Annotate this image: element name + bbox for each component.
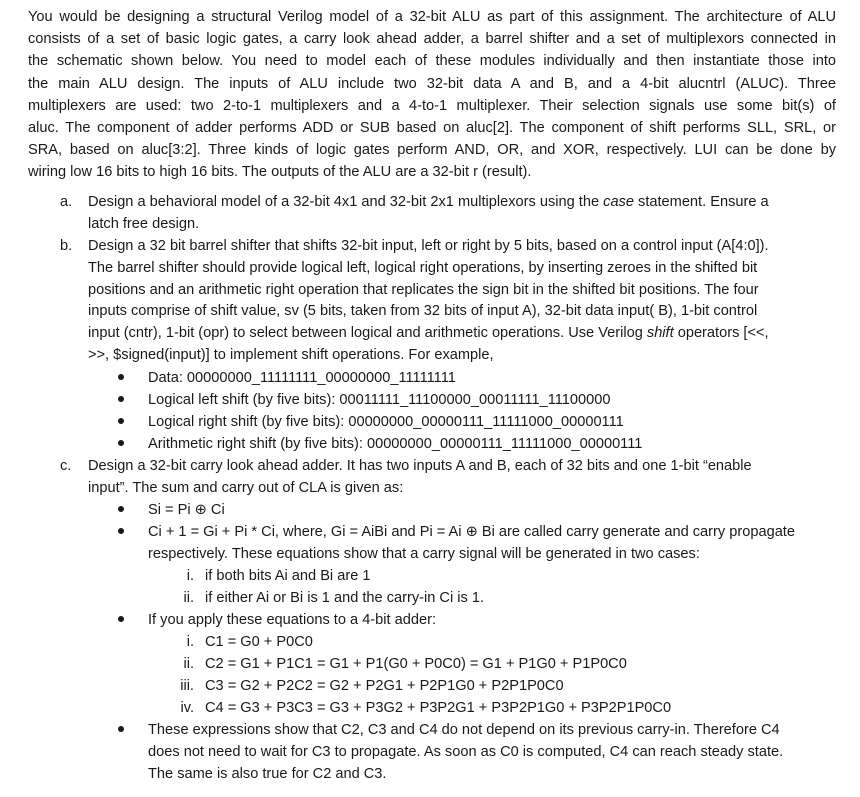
bullet-icon — [118, 726, 124, 732]
intro-line: wiring low 16 bits to high 16 bits. The outputs of the ALU are a 32-bit r (result). — [28, 164, 532, 181]
case-keyword: case — [603, 194, 634, 210]
intro-line: multiplexers are used: two 2-to-1 multiplexers and a 4-to-1 multiplexer. Their selection signals use some bit(s) of — [28, 97, 836, 114]
cla-conclusion-text: These expressions show that C2, C3 and C4 do not depend on its previous carry-in. Therefore C4 does not need to wait for C3 to propagate. As soon as C0 is computed, C4 can reach steady state. The same is also true for C2 and C3. — [148, 722, 784, 782]
bullet-icon — [118, 506, 124, 512]
intro-line: You would be designing a structural Verilog model of a 32-bit ALU as part of this assignment. The architecture of ALU — [28, 9, 836, 25]
list-item — [0, 609, 860, 631]
equation-row: ii. C2 = G1 + P1C1 = G1 + P1(G0 + P0C0) = G1 + P1G0 + P1P0C0 — [183, 656, 627, 672]
four-bit-intro: If you apply these equations to a 4-bit adder: — [148, 612, 437, 628]
list-item: i. if both bits Ai and Bi are 1 — [186, 568, 371, 584]
shift-example-sll: Logical left shift (by five bits): 00011111_11100000_00011111_11100000 — [148, 392, 611, 408]
list-item: ii. if either Ai or Bi is 1 and the carry-in Ci is 1. — [183, 590, 485, 606]
section-a-line2: latch free design. — [88, 215, 200, 232]
section-b-line5: input (cntr), 1-bit (opr) to select between logical and arithmetic operations. Use Verilog shift operators [<<, — [88, 325, 769, 342]
shift-example-sra: Arithmetic right shift (by five bits): 00000000_00000111_11111000_00000111 — [148, 436, 643, 452]
bullet-icon — [118, 418, 124, 424]
bullet-icon — [118, 616, 124, 622]
section-b-line: positions and an arithmetic right operation that replicates the sign bit in the shifted bit positions. The four — [88, 281, 759, 298]
section-c-text — [88, 455, 806, 499]
bullet-icon — [118, 440, 124, 446]
section-c-line1: Design a 32-bit carry look ahead adder. It has two inputs A and B, each of 32 bits and one 1-bit “enable — [88, 458, 752, 474]
intro-line: aluc. The component of adder performs ADD or SUB based on aluc[2]. The component of shift performs SLL, SRL, or — [28, 120, 836, 137]
shift-example-srl: Logical right shift (by five bits): 00000000_00000111_11111000_00000111 — [148, 414, 624, 430]
section-c-label: c. — [60, 458, 72, 474]
list-item — [0, 389, 860, 411]
list-item — [0, 499, 860, 521]
equation-row: iii. C3 = G2 + P2C2 = G2 + P2G1 + P2P1G0 + P2P1P0C0 — [180, 678, 564, 694]
bullet-icon — [118, 396, 124, 402]
shift-example-data: Data: 00000000_11111111_00000000_11111111 — [148, 370, 456, 386]
intro-line: the main ALU design. The inputs of ALU include two 32-bit data A and B, and a 4-bit alucntrl (ALUC). Three — [28, 75, 836, 92]
section-b-text — [88, 236, 806, 367]
section-a-line1: Design a behavioral model of a 32-bit 4x1 and 32-bit 2x1 multiplexors using the case statement. Ensure a — [88, 194, 769, 210]
intro-line: SRA, based on aluc[3:2]. Three kinds of logic gates perform AND, OR, and XOR, respectively. LUI can be done by — [28, 142, 836, 159]
intro-paragraph — [28, 6, 836, 184]
equation-row: i. C1 = G0 + P0C0 — [186, 634, 313, 650]
list-item — [0, 433, 860, 455]
shift-keyword: shift — [646, 325, 674, 342]
carry-equation-text: Ci + 1 = Gi + Pi * Ci, where, Gi = AiBi and Pi = Ai ⊕ Bi are called carry generate and carry propagate respectively. These equations show that a carry signal will be generated in two cases: — [148, 524, 795, 562]
intro-line: the schematic shown below. You need to model each of these modules individually and then instantiate those into — [28, 53, 836, 70]
section-a-label: a. — [60, 194, 73, 210]
equation-row: iv. C4 = G3 + P3C3 = G3 + P3G2 + P3P2G1 + P3P2P1G0 + P3P2P1P0C0 — [180, 700, 672, 716]
section-c-line2: input”. The sum and carry out of CLA is given as: — [88, 480, 404, 496]
section-b-line: The barrel shifter should provide logical left, logical right operations, by inserting zeroes in the shifted bit — [88, 259, 758, 276]
intro-line: consists of a set of basic logic gates, a carry look ahead adder, a barrel shifter and a set of multiplexors connected in — [28, 31, 836, 48]
bullet-icon — [118, 374, 124, 380]
list-item — [0, 367, 860, 389]
section-b-line: Design a 32 bit barrel shifter that shifts 32-bit input, left or right by 5 bits, based on a control input (A[4:0]). — [88, 238, 769, 254]
section-b-line: inputs comprise of shift value, sv (5 bits, taken from 32 bits of input A), 32-bit data input( B), 1-bit control — [88, 303, 758, 320]
bullet-icon — [118, 528, 124, 534]
list-item — [0, 411, 860, 433]
sum-equation: Si = Pi ⊕ Ci — [148, 502, 225, 518]
section-b-label: b. — [60, 238, 73, 254]
section-a-text — [88, 192, 806, 236]
section-b-line6: >>, $signed(input)] to implement shift operations. For example, — [88, 346, 494, 363]
